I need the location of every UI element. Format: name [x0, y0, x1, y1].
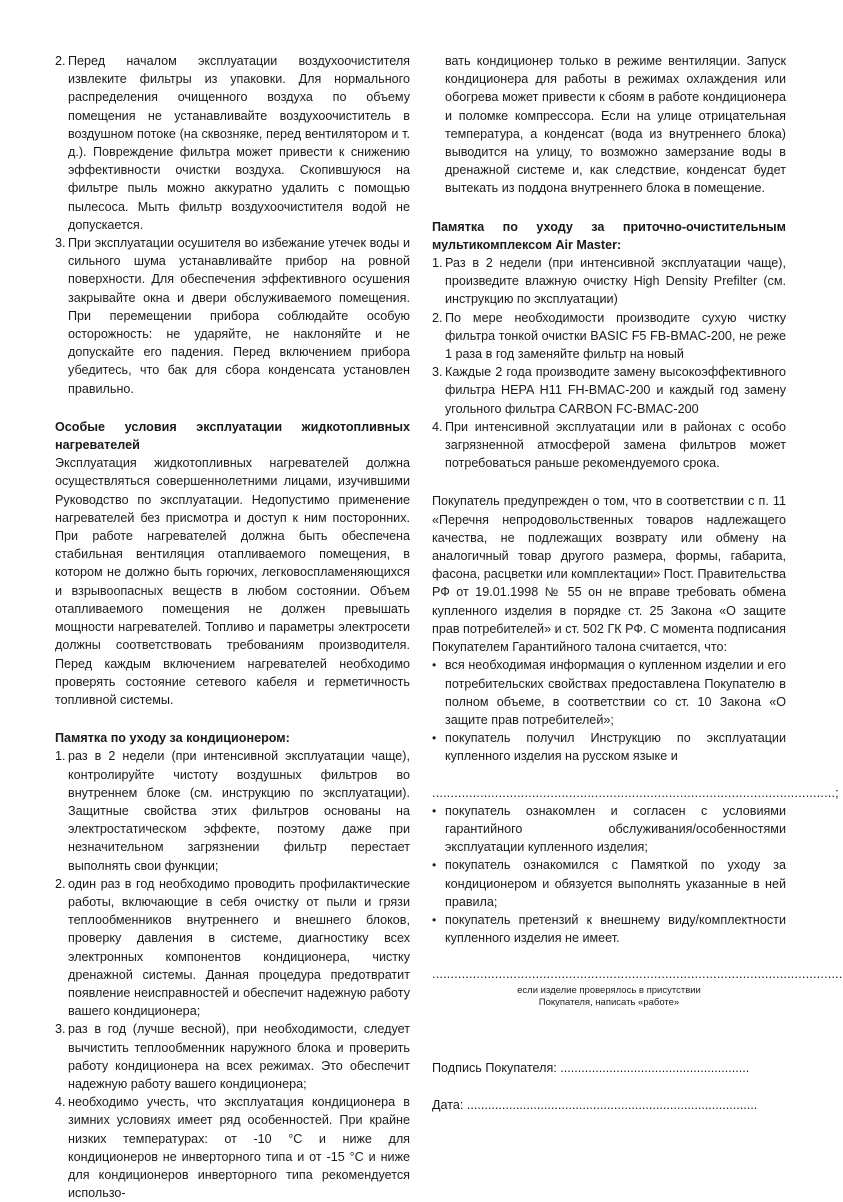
bullet-icon: • [432, 803, 437, 818]
date-field[interactable]: Дата: ................................................................................... [432, 1097, 758, 1112]
list-text: покупатель ознакомился с Памяткой по уходу за кондиционером и обязуется выполнять указанные в ней правила; [445, 858, 786, 909]
air-master-list [432, 254, 786, 472]
list-item [432, 309, 786, 364]
fill-in-line[interactable]: .............................................................................................................; [432, 785, 839, 800]
buyer-notice-paragraph: Покупатель предупрежден о том, что в соответствии с п. 11 «Перечня непродовольственных товаров надлежащего качества, не подлежащих возврату или обмену на аналогичный товар другого размера, формы, габарита, фасона, расцветки или комплектации» Пост. Правительства РФ от 19.01.1998 № 55 он не вправе требовать обмена купленного изделия в порядке ст. 25 Закона «О защите прав потребителей» и ст. 502 ГК РФ. С момента подписания Покупателем Гарантийного талона считается, что: [432, 494, 786, 655]
list-text: покупатель получил Инструкцию по эксплуатации купленного изделия на русском языке и [445, 731, 786, 764]
heaters-paragraph: Эксплуатация жидкотопливных нагревателей должна осуществляться совершеннолетними лицами, изучившими Руководство по эксплуатации. Недопустимо применение нагревателей без присмотра и доступ к ним посторонних. При работе нагревателей должна быть обеспечена стабильная вентиляция отапливаемого помещения, в котором не должно быть горючих, легковоспламеняющихся и взрывоопасных веществ в любом состоянии. Объем отапливаемого помещения не должен превышать мощности нагревателей. Топливо и параметры электросети должны соответствовать требованиям производителя. Перед каждым включением нагревателей необходимо проверять состояние сетевого кабеля и герметичность топливной системы. [55, 456, 410, 707]
list-number: 4. [55, 1095, 66, 1110]
list-number: 2. [432, 310, 443, 325]
list-text: Раз в 2 недели (при интенсивной эксплуатации чаще), произведите влажную очистку High Density Prefilter (см. инструкцию по эксплуатации) [445, 256, 786, 307]
ac-care-list [55, 747, 410, 1202]
list-text: По мере необходимости производите сухую чистку фильтра тонкой очистки BASIC F5 FB-BMAC-200, не реже 1 раза в год заменяйте фильтр на новый [445, 310, 786, 362]
list-item [432, 656, 786, 729]
ac-care-heading: Памятка по уходу за кондиционером: [55, 731, 290, 746]
list-text: При интенсивной эксплуатации или в районах с особо загрязненной атмосферой замена фильтров может потребоваться раньше рекомендуемого срока. [445, 419, 786, 471]
air-master-heading: Памятка по уходу за приточно-очистительным мультикомплексом Air Master: [432, 219, 786, 252]
check-note [432, 985, 786, 1009]
check-note-line: если изделие проверялось в присутствии [517, 984, 701, 996]
heaters-heading: Особые условия эксплуатации жидкотопливных нагревателей [55, 419, 410, 453]
bullet-icon: • [432, 912, 437, 927]
list-item [432, 729, 786, 765]
list-number: 1. [55, 749, 66, 764]
list-item [55, 875, 410, 1021]
list-item [55, 1020, 410, 1093]
list-item [432, 363, 786, 418]
list-text: покупатель ознакомлен и согласен с условиями гарантийного обслуживания/особенностями эксплуатации купленного изделия; [445, 803, 786, 855]
list-item [432, 254, 786, 309]
list-item [432, 911, 786, 947]
list-item [432, 802, 786, 857]
list-number: 1. [432, 256, 443, 271]
bullet-icon: • [432, 858, 437, 873]
list-text: вся необходимая информация о купленном изделии и его потребительских свойствах предоставлена Покупателю в полном объеме, в соответствии со ст. 10 Закона «О защите прав потребителей»; [445, 658, 786, 727]
instructions-list-top [55, 52, 410, 398]
right-column [432, 52, 843, 1114]
list-number: 4. [432, 419, 443, 434]
list-item [432, 856, 786, 911]
left-column [55, 52, 410, 1202]
check-note-line: Покупателя, написать «работе» [538, 996, 680, 1008]
list-number: 3. [432, 365, 443, 380]
list-text: При эксплуатации осушителя во избежание утечек воды и сильного шума устанавливайте прибор на ровной поверхности. Для обеспечения эффективного осушения закрывайте окна и двери обслуживаемого помещения. При перемещении прибора соблюдайте особую осторожность: не ударяйте, не наклоняйте и не допускайте его падения. Перед включением прибора убедитесь, что бак для сбора конденсата установлен правильно. [68, 236, 410, 396]
list-text: Перед началом эксплуатации воздухоочистителя извлеките фильтры из упаковки. Для нормального распределения очищенного воздуха по объему помещения не устанавливайте воздухоочиститель в воздушном потоке (на сквозняке, перед вентилятором и т. д.). Повреждение фильтра может привести к снижению эффективности очистки воздуха. Скопившуюся на фильтре пыль можно аккуратно удалить с помощью пылесоса. Мыть фильтр воздухоочистителя водой не допускается. [68, 54, 410, 232]
list-item [55, 234, 410, 398]
buyer-signature-field[interactable]: Подпись Покупателя: ...................................................... [432, 1060, 750, 1075]
list-text: один раз в год необходимо проводить профилактические работы, включающие в себя очистку от пыли и грязи теплообменников внутреннего и внешнего блоков, проверку давления в системе, диагностику всех электронных компонентов кондиционера, чистку дренажной системы. Данная процедура предотвратит появление неисправностей и обеспечит надежную работу вашего кондиционера; [68, 876, 410, 1019]
list-item [55, 747, 410, 874]
list-item [55, 1093, 410, 1202]
list-text: Каждые 2 года производите замену высокоэффективного фильтра HEPA H11 FH-BMAC-200 и каждый год замену угольного фильтра CARBON FC-BMAC-200 [445, 365, 786, 416]
buyer-conditions-list [432, 656, 786, 765]
list-number: 2. [55, 876, 66, 891]
ac-continuation-paragraph: вать кондиционер только в режиме вентиляции. Запуск кондиционера для работы в режимах охлаждения или обогрева может привести к сбоям в работе кондиционера и поломке компрессора. Если на улице отрицательная температура, а конденсат (вода из внутреннего блока) выводится на улицу, то возможно замерзание воды в дренажной системе и, как следствие, конденсат будет вытекать из поддона внутреннего блока в помещение. [445, 54, 786, 196]
list-item [432, 418, 786, 473]
check-note-fill-line[interactable]: ............................................................................................................... [432, 967, 843, 982]
list-text: необходимо учесть, что эксплуатация кондиционера в зимних условиях имеет ряд особенностей. При крайне низких температурах: от -10 °С и ниже для кондиционеров не инверторного типа и от -15 °С и ниже для кондиционеров инверторного типа рекомендуется использо- [68, 1095, 410, 1201]
bullet-icon: • [432, 731, 437, 746]
bullet-icon: • [432, 658, 437, 673]
list-number: 3. [55, 1022, 66, 1037]
list-text: покупатель претензий к внешнему виду/комплектности купленного изделия не имеет. [445, 912, 786, 946]
list-number: 3. [55, 236, 66, 251]
list-item [55, 52, 410, 234]
list-text: раз в 2 недели (при интенсивной эксплуатации чаще), контролируйте чистоту воздушных фильтров во внутреннем блоке (см. инструкцию по эксплуатации). Защитные свойства этих фильтров основаны на электростатическом эффекте, поэтому даже при незначительном загрязнении фильтр перестает выполнять свои функции; [68, 749, 410, 873]
buyer-conditions-list-2 [432, 802, 786, 948]
list-number: 2. [55, 54, 66, 68]
list-text: раз в год (лучше весной), при необходимости, следует вычистить теплообменник наружного блока и проверить работу кондиционера на всех режимах. Это обеспечит надежную работу вашего кондиционера; [68, 1022, 410, 1091]
